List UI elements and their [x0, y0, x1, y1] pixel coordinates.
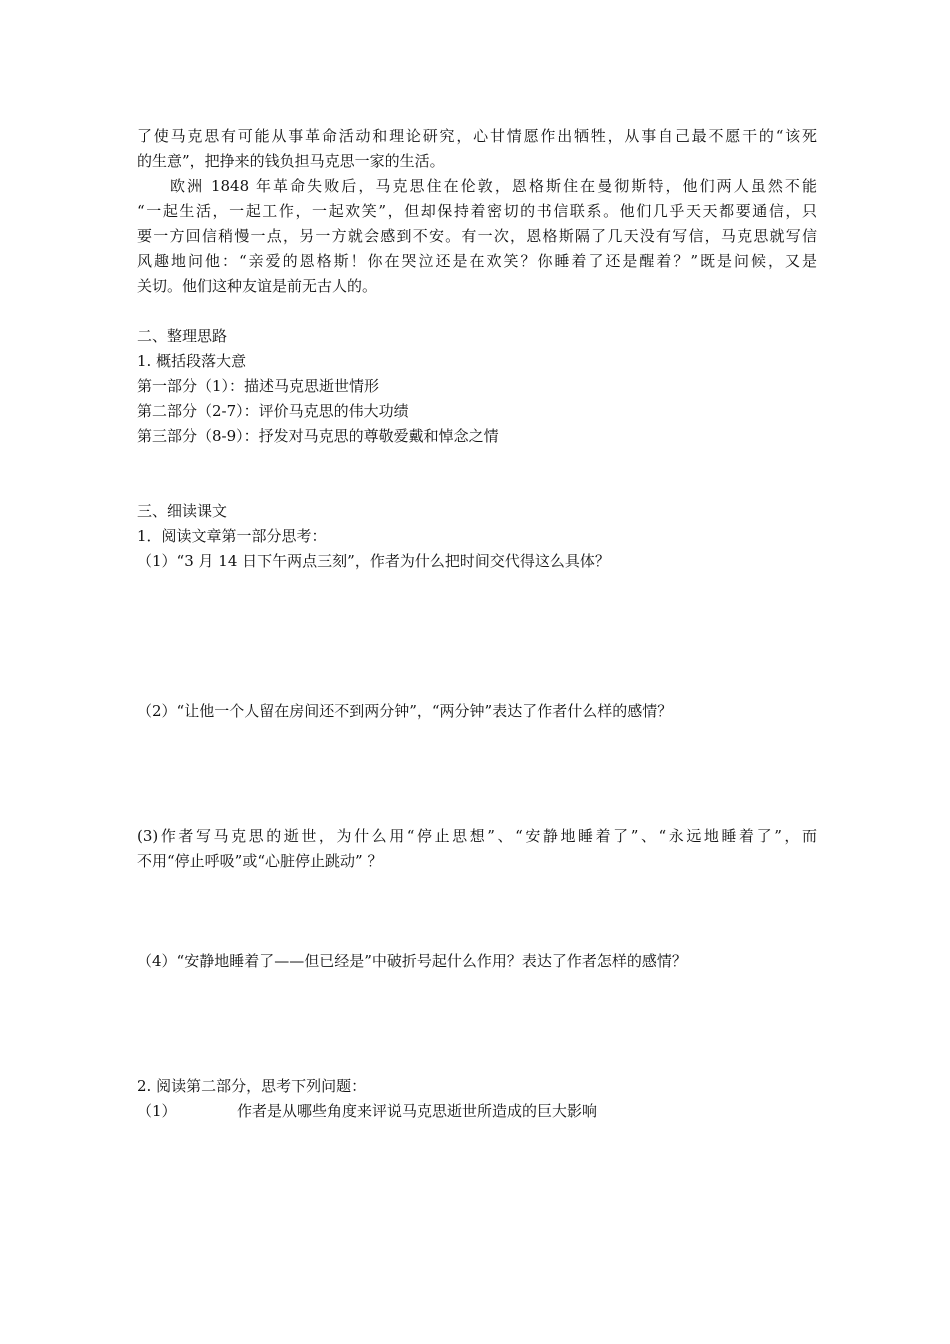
- section2-sub-heading: 1. 概括段落大意: [137, 352, 247, 370]
- question1-item-4: （4）“安静地睡着了——但已经是”中破折号起什么作用？表达了作者怎样的感情？: [137, 952, 687, 970]
- question2-title: 2. 阅读第二部分，思考下列问题：: [137, 1077, 367, 1095]
- intro-p2-line1: 欧洲 1848 年革命失败后，马克思住在伦敦，恩格斯住在曼彻斯特，他们两人虽然不能: [170, 177, 817, 195]
- question1-item-1: （1）“3 月 14 日下午两点三刻”，作者为什么把时间交代得这么具体？: [137, 552, 610, 570]
- question1-title: 1．阅读文章第一部分思考：: [137, 527, 327, 545]
- question1-item-3-line1: (3)作者写马克思的逝世，为什么用“停止思想”、“安静地睡着了”、“永远地睡着了”，而: [137, 827, 817, 845]
- question1-item-3-line2: 不用“停止呼吸”或“心脏停止跳动” ？: [137, 852, 383, 870]
- intro-p2-line2: “一起生活，一起工作，一起欢笑”，但却保持着密切的书信联系。他们几乎天天都要通信，只: [137, 202, 817, 220]
- intro-p2-line4: 风趣地问他：“亲爱的恩格斯！你在哭泣还是在欢笑？你睡着了还是醒着？”既是问候，又是: [137, 252, 817, 270]
- section2-part-3: 第三部分（8-9）：抒发对马克思的尊敬爱戴和悼念之情: [137, 427, 499, 445]
- question2-item-1-number: （1）: [137, 1102, 177, 1120]
- intro-p2-line5: 关切。他们这种友谊是前无古人的。: [137, 277, 378, 295]
- intro-p1-line2: 的生意”，把挣来的钱负担马克思一家的生活。: [137, 152, 445, 170]
- intro-p2-line3: 要一方回信稍慢一点，另一方就会感到不安。有一次，恩格斯隔了几天没有写信，马克思就写信: [137, 227, 817, 245]
- section2-part-2: 第二部分（2-7）：评价马克思的伟大功绩: [137, 402, 409, 420]
- question2-item-1: [137, 1099, 817, 1124]
- section3-heading: 三、细读课文: [137, 502, 228, 520]
- section2-heading: 二、整理思路: [137, 327, 228, 345]
- question2-item-1-text: 作者是从哪些角度来评说马克思逝世所造成的巨大影响: [237, 1102, 598, 1120]
- section2-part-1: 第一部分（1）：描述马克思逝世情形: [137, 377, 380, 395]
- intro-p1-line1: 了使马克思有可能从事革命活动和理论研究，心甘情愿作出牺牲，从事自己最不愿干的“该死: [137, 127, 817, 145]
- question1-item-2: （2）“让他一个人留在房间还不到两分钟”，“两分钟”表达了作者什么样的感情？: [137, 702, 673, 720]
